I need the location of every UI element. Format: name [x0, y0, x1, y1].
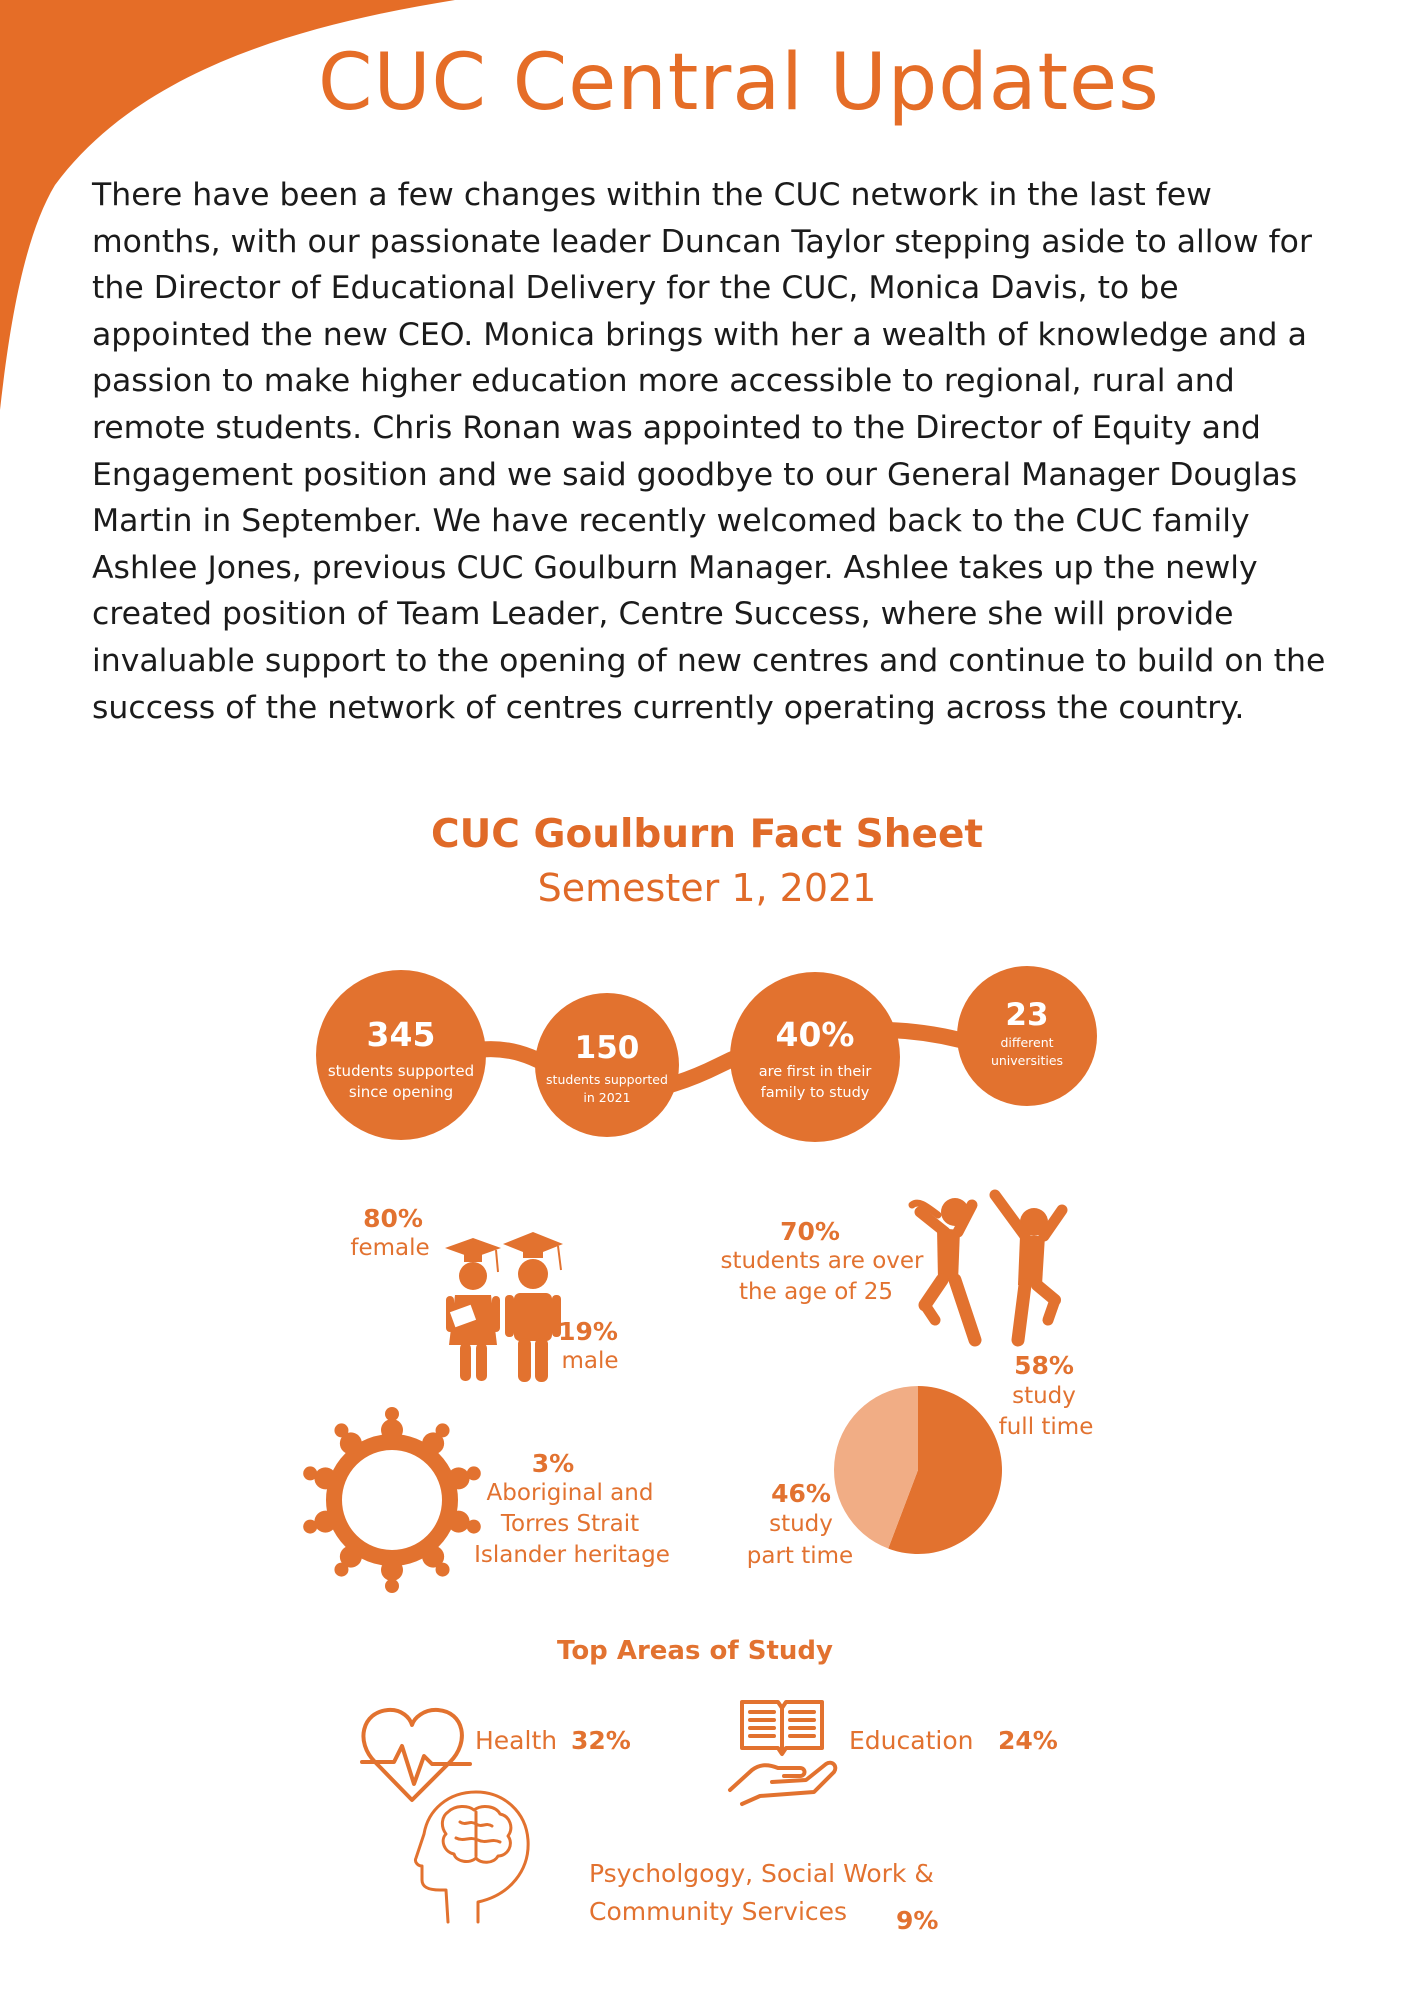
indigenous-pct: 3%	[531, 1449, 575, 1478]
stat-circle-supported-2021	[535, 993, 679, 1137]
indigenous-line1: Aboriginal and	[486, 1480, 654, 1506]
svg-text:students supported: students supported	[327, 1062, 475, 1080]
jumping-people-icon	[912, 1195, 1062, 1340]
fulltime-pct: 58%	[1014, 1351, 1074, 1380]
svg-text:family to study: family to study	[760, 1085, 870, 1101]
graduates-icon	[445, 1232, 563, 1382]
parttime-pct: 46%	[771, 1479, 831, 1508]
fulltime-line2: full time	[998, 1414, 1094, 1440]
health-label: Health	[475, 1726, 558, 1755]
svg-text:universities: universities	[990, 1053, 1064, 1068]
svg-text:since opening: since opening	[348, 1083, 454, 1101]
female-pct: 80%	[363, 1204, 423, 1233]
indigenous-line2: Torres Strait	[500, 1511, 640, 1537]
study-mode-pie	[834, 1386, 1002, 1554]
age-line1: students are over	[720, 1248, 924, 1274]
parttime-line1: study	[769, 1511, 833, 1537]
male-pct: 19%	[558, 1317, 618, 1346]
psych-pct: 9%	[896, 1906, 939, 1935]
svg-text:345: 345	[366, 1015, 436, 1054]
education-pct: 24%	[998, 1726, 1058, 1755]
psych-line1: Psycholgogy, Social Work &	[589, 1859, 934, 1888]
female-label: female	[350, 1235, 430, 1261]
indigenous-line3: Islander heritage	[474, 1542, 670, 1568]
factsheet-title: CUC Goulburn Fact Sheet	[430, 812, 984, 857]
study-areas-title: Top Areas of Study	[557, 1636, 833, 1666]
svg-text:students supported: students supported	[546, 1072, 668, 1087]
book-hand-icon	[730, 1702, 835, 1804]
health-pct: 32%	[571, 1726, 631, 1755]
heart-pulse-icon	[362, 1710, 470, 1800]
age-line2: the age of 25	[739, 1279, 893, 1305]
page-title: CUC Central Updates	[318, 38, 1160, 128]
svg-text:in 2021: in 2021	[583, 1090, 631, 1105]
stat-circle-supported-total	[316, 970, 486, 1140]
svg-text:23: 23	[1005, 997, 1049, 1033]
svg-text:150: 150	[574, 1030, 640, 1066]
svg-text:different: different	[1000, 1035, 1054, 1050]
age-pct: 70%	[780, 1217, 840, 1246]
svg-text:40%: 40%	[775, 1015, 855, 1054]
parttime-line2: part time	[746, 1543, 854, 1569]
brain-head-icon	[415, 1792, 528, 1922]
fulltime-line1: study	[1012, 1383, 1076, 1409]
psych-line2: Community Services	[589, 1897, 848, 1926]
male-label: male	[561, 1348, 619, 1374]
intro-paragraph: There have been a few changes within the CUC network in the last few months, with our passionate leader Duncan Taylor stepping aside to allow for the Director of Educational Delivery for the CUC, Monica Davis, to be appointed the new CEO. Monica brings with her a wealth of knowledge and a passion to make higher education more accessible to regional, rural and remote students. Chris Ronan was appointed to the Director of Equity and Engagement position and we said goodbye to our General Manager Douglas Martin in September. We have recently welcomed back to the CUC family Ashlee Jones, previous CUC Goulburn Manager. Ashlee takes up the newly created position of Team Leader, Centre Success, where she will provide invaluable support to the opening of new centres and continue to build on the success of the network of centres currently operating across the country.	[92, 177, 1326, 726]
factsheet-subtitle: Semester 1, 2021	[537, 866, 877, 910]
education-label: Education	[849, 1726, 974, 1755]
stat-circle-first-in-family	[730, 972, 900, 1142]
stat-circle-universities	[957, 966, 1097, 1106]
people-circle-icon	[303, 1407, 481, 1593]
svg-text:are first in their: are first in their	[758, 1064, 872, 1080]
circle-connector	[400, 1020, 1030, 1092]
